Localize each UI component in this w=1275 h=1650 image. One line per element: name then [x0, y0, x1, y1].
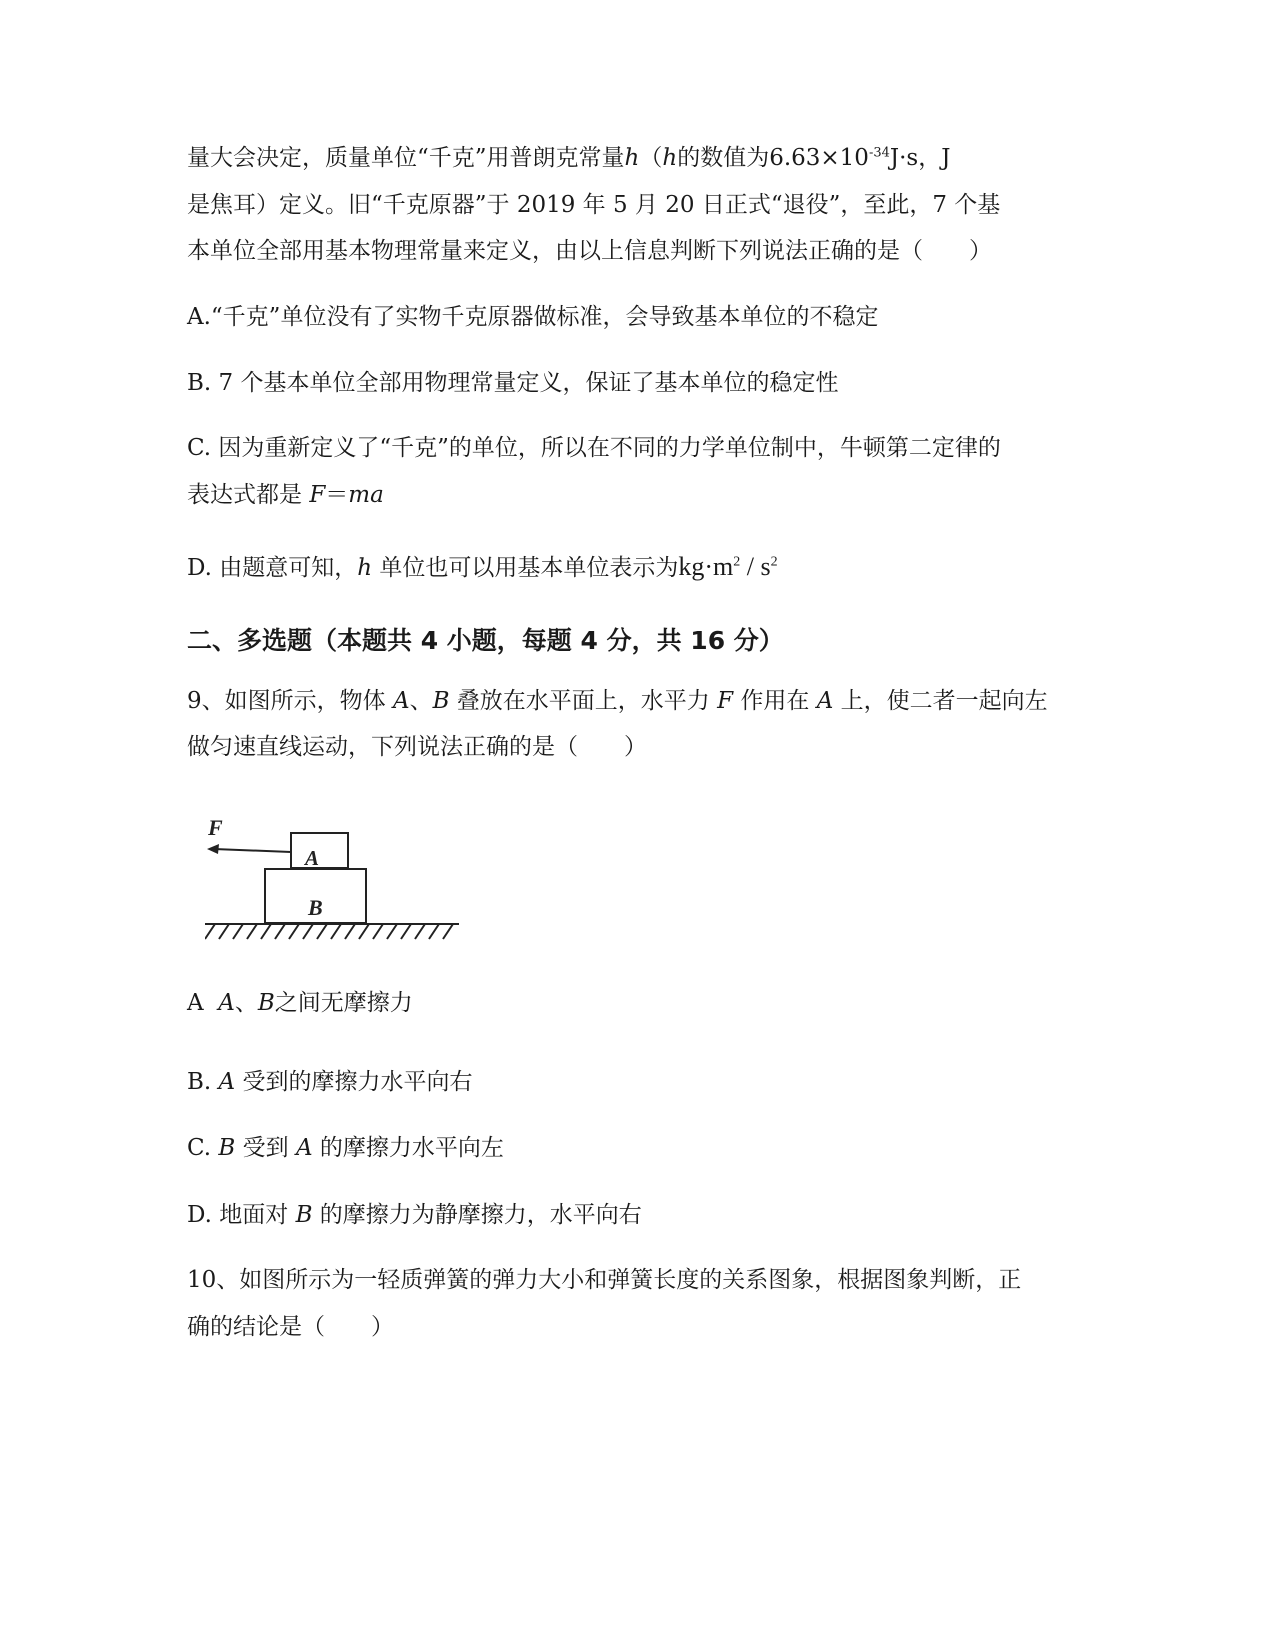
stacked-blocks-figure	[205, 815, 475, 945]
q8-option-c-line-2: 表达式都是 F＝ma	[187, 482, 384, 508]
q8-option-b: B. 7 个基本单位全部用物理常量定义，保证了基本单位的稳定性	[187, 370, 839, 396]
q9-line-2: 做匀速直线运动，下列说法正确的是（ ）	[187, 734, 647, 760]
q8-line-1: 量大会决定，质量单位“千克”用普朗克常量h（h的数值为$6.63\times 10^{-34}J\cdot s$，J	[187, 145, 951, 171]
q8-option-a: A.“千克”单位没有了实物千克原器做标准，会导致基本单位的不稳定	[187, 304, 879, 330]
q8-line-2: 是焦耳）定义。旧“千克原器”于 2019 年 5 月 20 日正式“退役”，至此，7 个基	[187, 192, 1001, 218]
q9-line-1: 9、如图所示，物体 A、B 叠放在水平面上，水平力 F 作用在 A 上，使二者一起向左	[187, 688, 1048, 714]
q8-option-c-line-1: C. 因为重新定义了“千克”的单位，所以在不同的力学单位制中，牛顿第二定律的	[187, 435, 1001, 461]
q9-option-d: D. 地面对 B 的摩擦力为静摩擦力，水平向右	[187, 1202, 642, 1228]
force-label: F	[208, 815, 223, 840]
q9-option-a: A A、B之间无摩擦力	[187, 990, 413, 1016]
block-b-label: B	[308, 895, 323, 920]
q9-option-b: B. A 受到的摩擦力水平向右	[187, 1069, 473, 1095]
block-a-label: A	[305, 846, 320, 870]
force-arrow-shaft	[214, 849, 291, 852]
q8-option-d: D. 由题意可知，h 单位也可以用基本单位表示为$kg\cdot m^2 / s^2$	[187, 552, 778, 581]
block-a	[291, 833, 348, 868]
q10-line-2: 确的结论是（ ）	[187, 1314, 394, 1340]
q10-line-1: 10、如图所示为一轻质弹簧的弹力大小和弹簧长度的关系图象，根据图象判断，正	[187, 1267, 1022, 1293]
ground-hatching	[205, 924, 459, 939]
unit-expression: $kg\cdot m^2 / s^2$	[678, 552, 778, 581]
q8-line-3: 本单位全部用基本物理常量来定义，由以上信息判断下列说法正确的是（ ）	[187, 238, 992, 264]
section-heading: 二、多选题（本题共 4 小题，每题 4 分，共 16 分）	[187, 626, 784, 655]
q9-option-c: C. B 受到 A 的摩擦力水平向左	[187, 1135, 504, 1161]
force-arrow-head	[207, 844, 219, 854]
